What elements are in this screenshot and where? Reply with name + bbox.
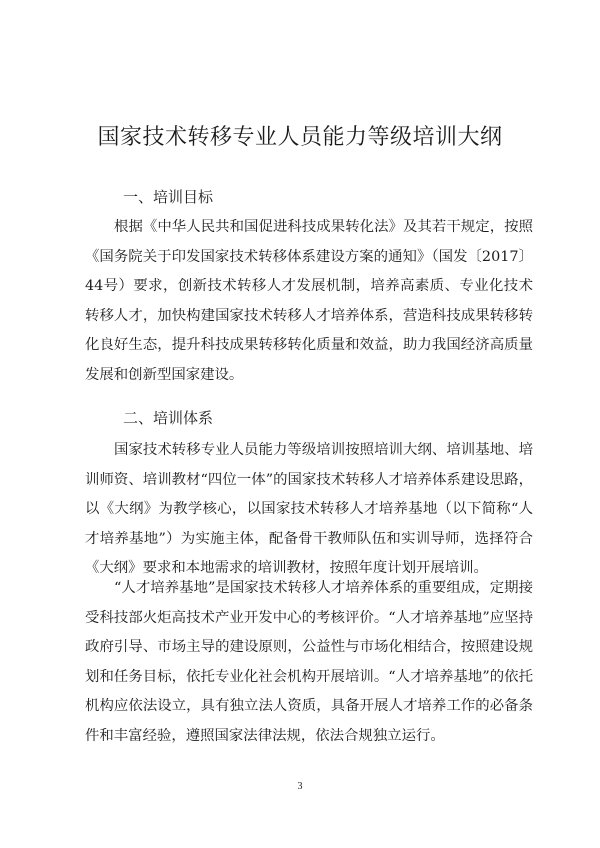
page-number: 3: [297, 781, 303, 792]
paragraph-training-goal: 根据《中华人民共和国促进科技成果转化法》及其若干规定，按照《国务院关于印发国家技术转移体系建设方案的通知》（国发〔2017〕44号）要求，创新技术转移人才发展机制，培养高素质、专业化技术转移人才，加快构建国家技术转移人才培养体系，营造科技成果转移转化良好生态，提升科技成果转移转化质量和效益，助力我国经济高质量发展和创新型国家建设。: [85, 219, 533, 383]
paragraph-talent-base: “人才培养基地”是国家技术转移人才培养体系的重要组成，定期接受科技部火炬高技术产业开发中心的考核评价。“人才培养基地”应坚持政府引导、市场主导的建设原则，公益性与市场化相结合，按照建设规划和任务目标，依托专业化社会机构开展培训。“人才培养基地”的依托机构应依法设立，具有独立法人资质，具备开展人才培养工作的必备条件和丰富经验，遵照国家法律法规，依法合规独立运行。: [85, 580, 533, 744]
section-heading-training-goal: 一、培训目标: [123, 188, 214, 206]
section-heading-training-system: 二、培训体系: [123, 409, 214, 427]
paragraph-training-system: 国家技术转移专业人员能力等级培训按照培训大纲、培训基地、培训师资、培训教材“四位一体”的国家技术转移人才培养体系建设思路，以《大纲》为教学核心，以国家技术转移人才培养基地（以下简称“人才培养基地”）为实施主体，配备骨干教师队伍和实训导师，选择符合《大纲》要求和本地需求的培训教材，按照年度计划开展培训。: [85, 442, 533, 576]
page-title: 国家技术转移专业人员能力等级培训大纲: [97, 125, 503, 150]
